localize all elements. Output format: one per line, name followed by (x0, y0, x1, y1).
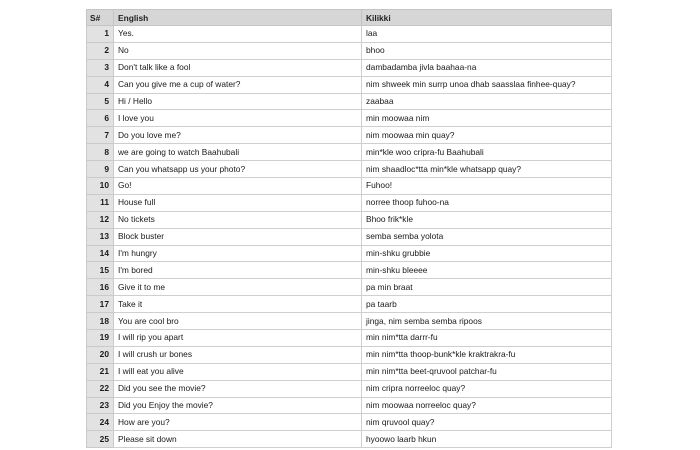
table-row (87, 363, 612, 380)
english-cell: I love you (114, 110, 362, 127)
table-row (87, 59, 612, 76)
header-row (87, 10, 612, 26)
table-row (87, 245, 612, 262)
table-body (87, 26, 612, 448)
kilikki-cell: Fuhoo! (362, 178, 612, 195)
table-row (87, 431, 612, 448)
english-cell: Block buster (114, 228, 362, 245)
kilikki-cell: min-shku bleeee (362, 262, 612, 279)
table-row (87, 380, 612, 397)
row-number: 5 (87, 93, 114, 110)
table-row (87, 194, 612, 211)
row-number: 15 (87, 262, 114, 279)
table-row (87, 178, 612, 195)
kilikki-cell: min moowaa nim (362, 110, 612, 127)
row-number: 6 (87, 110, 114, 127)
row-number: 13 (87, 228, 114, 245)
english-cell: Can you whatsapp us your photo? (114, 161, 362, 178)
kilikki-cell: hyoowo laarb hkun (362, 431, 612, 448)
header-number: S# (87, 10, 114, 26)
table-row (87, 144, 612, 161)
english-cell: I will rip you apart (114, 330, 362, 347)
row-number: 12 (87, 211, 114, 228)
row-number: 4 (87, 76, 114, 93)
table-row (87, 279, 612, 296)
row-number: 21 (87, 363, 114, 380)
table-row (87, 296, 612, 313)
row-number: 7 (87, 127, 114, 144)
row-number: 19 (87, 330, 114, 347)
kilikki-cell: min nim*tta darrr-fu (362, 330, 612, 347)
table-row (87, 414, 612, 431)
table-row (87, 110, 612, 127)
english-cell: Give it to me (114, 279, 362, 296)
kilikki-cell: semba semba yolota (362, 228, 612, 245)
english-cell: I will eat you alive (114, 363, 362, 380)
row-number: 17 (87, 296, 114, 313)
kilikki-cell: min nim*tta thoop-bunk*kle kraktrakra-fu (362, 346, 612, 363)
kilikki-cell: nim moowaa min quay? (362, 127, 612, 144)
english-cell: No (114, 42, 362, 59)
row-number: 2 (87, 42, 114, 59)
kilikki-cell: dambadamba jivla baahaa-na (362, 59, 612, 76)
english-cell: Did you see the movie? (114, 380, 362, 397)
kilikki-cell: jinga, nim semba semba ripoos (362, 313, 612, 330)
table-row (87, 76, 612, 93)
row-number: 18 (87, 313, 114, 330)
row-number: 16 (87, 279, 114, 296)
english-cell: You are cool bro (114, 313, 362, 330)
kilikki-cell: nim shweek min surrp unoa dhab saasslaa finhee-quay? (362, 76, 612, 93)
row-number: 23 (87, 397, 114, 414)
header-english: English (114, 10, 362, 26)
english-cell: I'm bored (114, 262, 362, 279)
table-row (87, 161, 612, 178)
row-number: 14 (87, 245, 114, 262)
english-cell: Please sit down (114, 431, 362, 448)
table-row (87, 228, 612, 245)
row-number: 9 (87, 161, 114, 178)
english-cell: Yes. (114, 26, 362, 43)
kilikki-cell: Bhoo frik*kle (362, 211, 612, 228)
table-row (87, 313, 612, 330)
kilikki-cell: nim qruvool quay? (362, 414, 612, 431)
english-cell: How are you? (114, 414, 362, 431)
row-number: 3 (87, 59, 114, 76)
table-row (87, 397, 612, 414)
table-row (87, 211, 612, 228)
kilikki-cell: nim shaadloc*tta min*kle whatsapp quay? (362, 161, 612, 178)
english-cell: we are going to watch Baahubali (114, 144, 362, 161)
table-row (87, 330, 612, 347)
row-number: 22 (87, 380, 114, 397)
kilikki-cell: pa min braat (362, 279, 612, 296)
english-cell: No tickets (114, 211, 362, 228)
row-number: 10 (87, 178, 114, 195)
row-number: 11 (87, 194, 114, 211)
kilikki-cell: min-shku grubbie (362, 245, 612, 262)
english-cell: I will crush ur bones (114, 346, 362, 363)
table-row (87, 26, 612, 43)
english-cell: Go! (114, 178, 362, 195)
phrase-table (86, 9, 612, 448)
english-cell: Did you Enjoy the movie? (114, 397, 362, 414)
row-number: 8 (87, 144, 114, 161)
english-cell: Can you give me a cup of water? (114, 76, 362, 93)
english-cell: House full (114, 194, 362, 211)
english-cell: Do you love me? (114, 127, 362, 144)
kilikki-cell: norree thoop fuhoo-na (362, 194, 612, 211)
english-cell: Hi / Hello (114, 93, 362, 110)
kilikki-cell: pa taarb (362, 296, 612, 313)
kilikki-cell: nim cripra norreeloc quay? (362, 380, 612, 397)
kilikki-cell: laa (362, 26, 612, 43)
header-kilikki: Kilikki (362, 10, 612, 26)
kilikki-cell: nim moowaa norreeloc quay? (362, 397, 612, 414)
table-row (87, 42, 612, 59)
table-row (87, 346, 612, 363)
english-cell: I'm hungry (114, 245, 362, 262)
row-number: 20 (87, 346, 114, 363)
table-row (87, 262, 612, 279)
table-row (87, 127, 612, 144)
row-number: 24 (87, 414, 114, 431)
row-number: 1 (87, 26, 114, 43)
english-cell: Don't talk like a fool (114, 59, 362, 76)
kilikki-cell: min*kle woo cripra-fu Baahubali (362, 144, 612, 161)
row-number: 25 (87, 431, 114, 448)
table-row (87, 93, 612, 110)
kilikki-cell: zaabaa (362, 93, 612, 110)
kilikki-cell: bhoo (362, 42, 612, 59)
kilikki-cell: min nim*tta beet-qruvool patchar-fu (362, 363, 612, 380)
english-cell: Take it (114, 296, 362, 313)
